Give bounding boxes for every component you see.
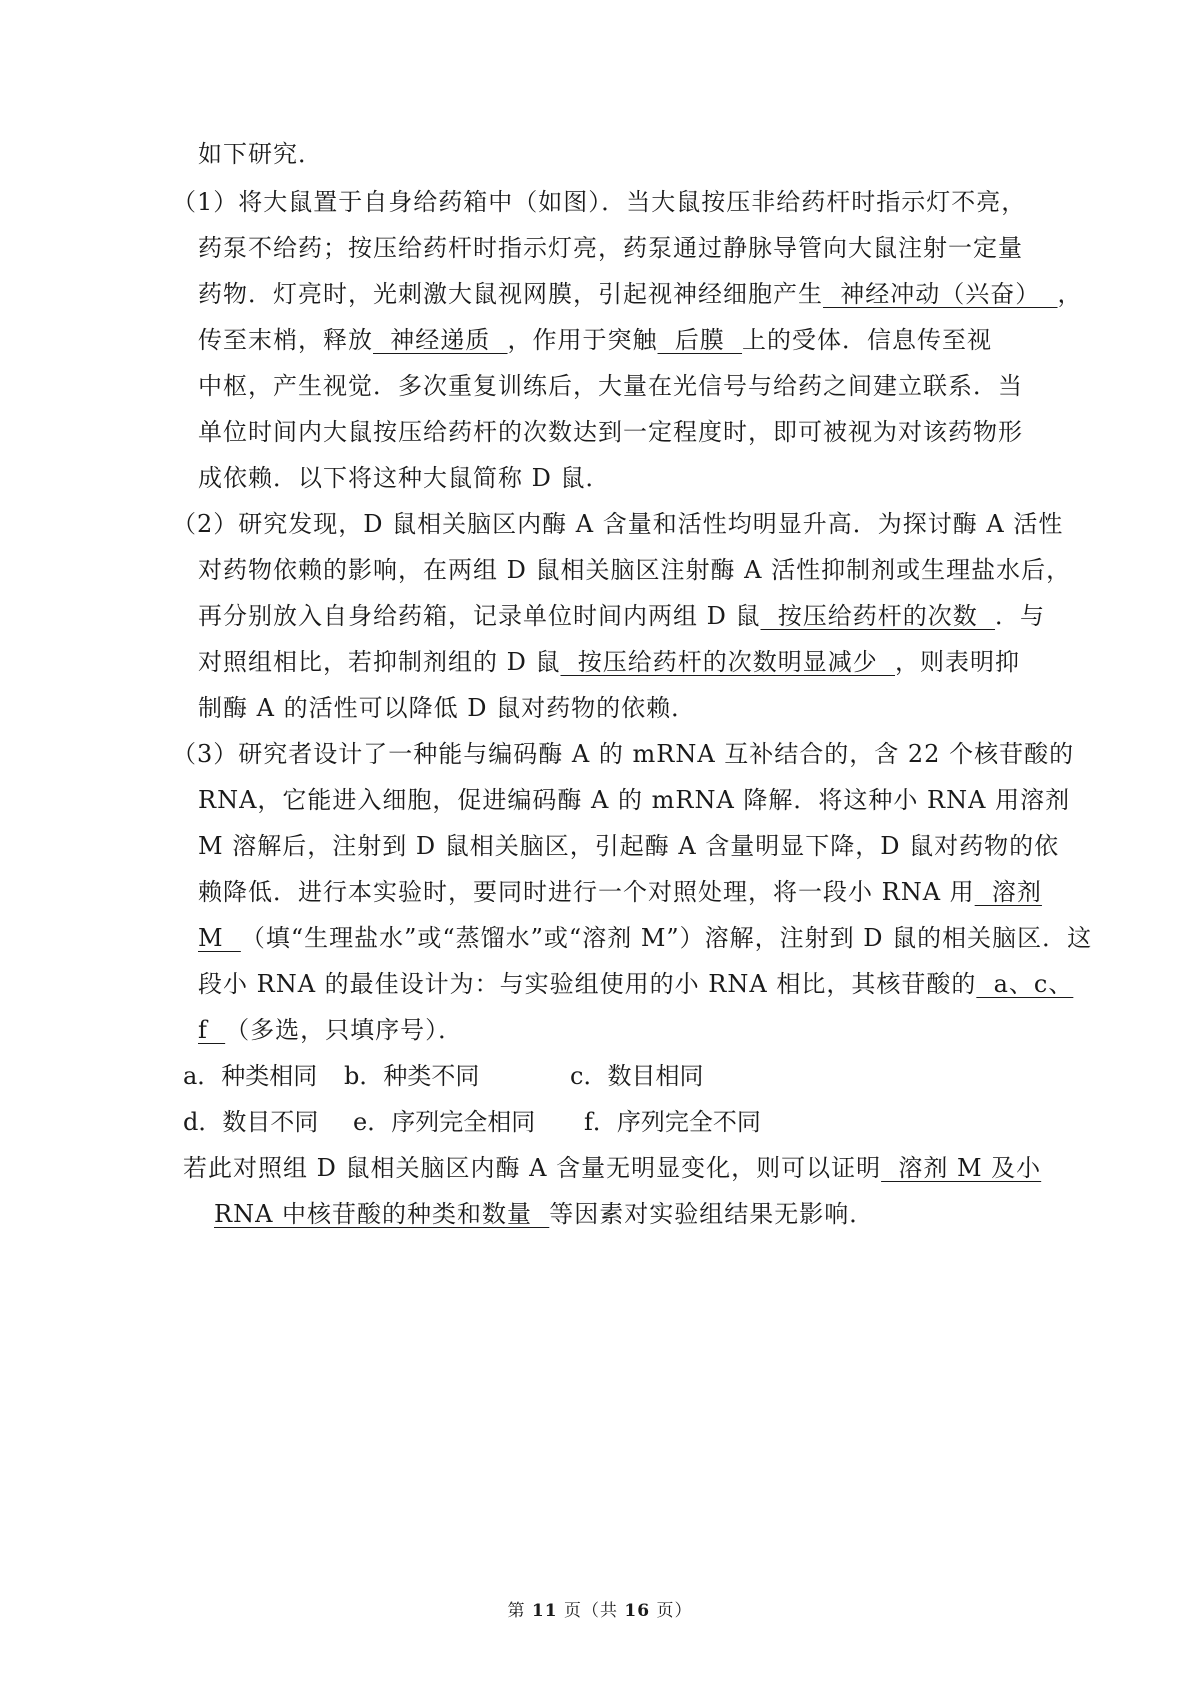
intro-tail-line <box>198 137 323 171</box>
option-d: d．数目不同 <box>183 1108 319 1136</box>
q3-text: 赖降低．进行本实验时，要同时进行一个对照处理，将一段小 RNA 用 <box>198 878 975 906</box>
q1-text: 中枢，产生视觉．多次重复训练后，大量在光信号与给药之间建立联系．当 <box>198 372 1023 400</box>
q1-answer-neurotransmitter: 神经递质 <box>373 326 508 354</box>
q3-text: RNA，它能进入细胞，促进编码酶 A 的 mRNA 降解．将这种小 RNA 用溶剂 <box>198 786 1071 814</box>
q2-line-3 <box>198 599 1045 633</box>
q1-line-5 <box>198 369 1023 403</box>
q1-text: ， <box>1057 280 1083 308</box>
q3-line-1 <box>172 737 1074 771</box>
page-footer <box>0 1596 1200 1621</box>
q3-line-3 <box>198 829 1059 863</box>
q1-line-6 <box>198 415 1023 449</box>
q3-line-5 <box>198 921 1092 955</box>
q2-text: 对药物依赖的影响，在两组 D 鼠相关脑区注射酶 A 活性抑制剂或生理盐水后， <box>198 556 1072 584</box>
option-b: b．种类不同 <box>344 1062 480 1090</box>
footer-total-pages: 16 <box>624 1601 651 1621</box>
q1-line-7 <box>198 461 611 495</box>
q2-text: 制酶 A 的活性可以降低 D 鼠对药物的依赖． <box>198 694 697 722</box>
q1-line-4 <box>198 323 992 357</box>
conclusion-line-2 <box>214 1197 874 1231</box>
q1-line-2 <box>198 231 1023 265</box>
footer-prefix: 第 <box>507 1601 532 1621</box>
q2-line-5 <box>198 691 696 725</box>
option-a: a．种类相同 <box>183 1062 318 1090</box>
q2-text: 对照组相比，若抑制剂组的 D 鼠 <box>198 648 561 676</box>
footer-page-number: 11 <box>531 1601 558 1621</box>
q2-answer-press-count: 按压给药杆的次数 <box>760 602 996 630</box>
q1-line-1 <box>172 185 1026 219</box>
conclusion-text: 等因素对实验组结果无影响． <box>549 1200 875 1228</box>
q3-answer-solvent-b: M <box>198 924 241 952</box>
q1-text: ，作用于突触 <box>507 326 658 354</box>
footer-suffix: 页） <box>650 1601 693 1621</box>
q3-text: （填“生理盐水”或“蒸馏水”或“溶剂 M”）溶解，注射到 D 鼠的相关脑区．这 <box>240 924 1093 952</box>
conclusion-text: 若此对照组 D 鼠相关脑区内酶 A 含量无明显变化，则可以证明 <box>183 1154 882 1182</box>
conclusion-line-1 <box>183 1151 1041 1185</box>
q2-answer-press-decrease: 按压给药杆的次数明显减少 <box>560 648 896 676</box>
q3-line-6 <box>198 967 1073 1001</box>
q3-text: 段小 RNA 的最佳设计为：与实验组使用的小 RNA 相比，其核苷酸的 <box>198 970 977 998</box>
option-e: e．序列完全相同 <box>353 1108 536 1136</box>
q1-text: （1）将大鼠置于自身给药箱中（如图）．当大鼠按压非给药杆时指示灯不亮， <box>172 188 1027 216</box>
q3-answer-solvent-a: 溶剂 <box>974 878 1042 906</box>
q3-line-4 <box>198 875 1042 909</box>
q3-answer-options-a: a、c、 <box>976 970 1074 998</box>
q1-text: 传至末梢，释放 <box>198 326 373 354</box>
q1-answer-postsynaptic: 后膜 <box>657 326 743 354</box>
q3-line-2 <box>198 783 1070 817</box>
q2-line-4 <box>198 645 1020 679</box>
conclusion-answer-b: RNA 中核苷酸的种类和数量 <box>214 1200 550 1228</box>
q3-line-7 <box>198 1013 463 1047</box>
q3-text: M 溶解后，注射到 D 鼠相关脑区，引起酶 A 含量明显下降，D 鼠对药物的依 <box>198 832 1060 860</box>
q1-answer-nerve-impulse: 神经冲动（兴奋） <box>823 280 1058 308</box>
option-f: f．序列完全不同 <box>584 1108 761 1136</box>
q2-text: 再分别放入自身给药箱，记录单位时间内两组 D 鼠 <box>198 602 761 630</box>
q1-text: 上的受体．信息传至视 <box>742 326 993 354</box>
footer-middle: 页（共 <box>557 1601 625 1621</box>
q1-line-3 <box>198 277 1083 311</box>
q2-line-1 <box>172 507 1063 541</box>
q2-text: ．与 <box>995 602 1046 630</box>
q1-text: 药物．灯亮时，光刺激大鼠视网膜，引起视神经细胞产生 <box>198 280 823 308</box>
q1-text: 成依赖．以下将这种大鼠简称 D 鼠． <box>198 464 611 492</box>
q3-answer-options-b: f <box>198 1016 226 1044</box>
q1-text: 单位时间内大鼠按压给药杆的次数达到一定程度时，即可被视为对该药物形 <box>198 418 1023 446</box>
q3-text: （3）研究者设计了一种能与编码酶 A 的 mRNA 互补结合的，含 22 个核苷酸的 <box>172 740 1075 768</box>
intro-tail-text: 如下研究． <box>198 140 323 168</box>
option-c: c．数目相同 <box>570 1062 704 1090</box>
conclusion-answer-a: 溶剂 M 及小 <box>881 1154 1042 1182</box>
q2-line-2 <box>198 553 1071 587</box>
q2-text: （2）研究发现，D 鼠相关脑区内酶 A 含量和活性均明显升高．为探讨酶 A 活性 <box>172 510 1064 538</box>
q3-text: （多选，只填序号）． <box>225 1016 464 1044</box>
q1-text: 药泵不给药；按压给药杆时指示灯亮，药泵通过静脉导管向大鼠注射一定量 <box>198 234 1023 262</box>
q2-text: ，则表明抑 <box>895 648 1021 676</box>
